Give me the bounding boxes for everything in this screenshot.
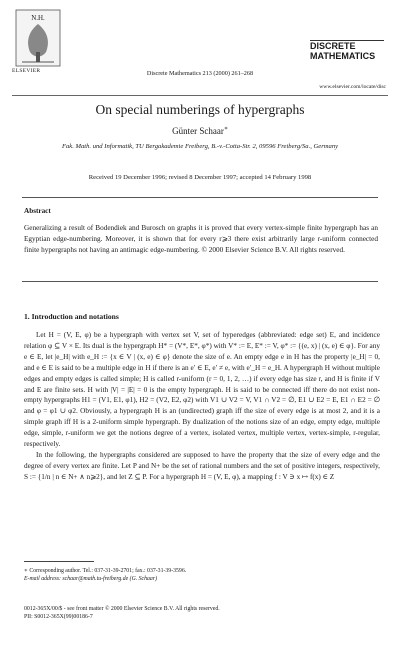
- footnote-rule: [24, 561, 94, 562]
- journal-citation: Discrete Mathematics 213 (2000) 261–268: [146, 70, 254, 77]
- author-name: Günter Schaar: [172, 126, 224, 136]
- bottom-info: [24, 605, 220, 621]
- journal-name-line-2: MATHEMATICS: [310, 51, 376, 61]
- corresponding-author-note: ∗ Corresponding author. Tel.: 037-31-39-2701; fax.: 037-31-39-3596.: [24, 568, 187, 574]
- footnotes: [24, 567, 186, 583]
- email-note: E-mail address: schaar@math.tu-freiberg.de (G. Schaar): [24, 576, 158, 582]
- section-heading: 1. Introduction and notations: [24, 312, 119, 321]
- body-text: [24, 330, 380, 483]
- abstract-heading: Abstract: [24, 207, 51, 215]
- header-divider: [12, 95, 388, 96]
- abstract-top-rule: [22, 197, 378, 198]
- copyright-line: 0012-365X/00/$ - see front matter © 2000 Elsevier Science B.V. All rights reserved.: [24, 606, 220, 612]
- abstract-text: Generalizing a result of Bodendiek and Burosch on graphs it is proved that every vertex-simple finite hypergraph has an Egyptian edge-numbering. Moreover, it is shown that for every r⩾3 there exist arbitrarily large r-uniform connected finite hypergraphs not having an antimagic edge-numbering. © 2000 Elsevier Science B.V. All rights reserved.: [24, 224, 378, 254]
- svg-text:N.H.: N.H.: [31, 14, 45, 22]
- author-line: [0, 125, 400, 136]
- journal-name: [310, 38, 384, 61]
- received-dates: Received 19 December 1996; revised 8 December 1997; accepted 14 February 1998: [88, 174, 312, 181]
- abstract-bottom-rule: [22, 281, 378, 282]
- journal-name-line-1: DISCRETE: [310, 41, 356, 51]
- author-footnote-mark: ∗: [223, 126, 228, 132]
- paper-title: On special numberings of hypergraphs: [95, 102, 305, 117]
- journal-url[interactable]: www.elsevier.com/locate/disc: [319, 84, 386, 90]
- publisher-name: ELSEVIER: [12, 68, 41, 74]
- paragraph-1: Let H = (V, E, φ) be a hypergraph with vertex set V, set of hyperedges (abbreviated: edge set) E, and incidence relation φ ⊆ V × E. Its dual is the hypergraph H* = (V*, E*, φ*) with V* := E, E* := V, φ* := {(e, x) | (x, e) ∈ φ}. For any e ∈ E, let |e_H| with e_H := {x ∈ V | (x, e) ∈ φ} denote the size of e. An empty edge e in H has the property |e_H| = 0, and e ∈ E is said to be a multiple edge in H if there is an e′ ∈ E, e′ ≠ e, with e′_H = e_H. A hypergraph H without multiple edges and empty edges is called simple; H is called r-uniform (r = 0, 1, 2, …) if every edge has size r, and H is finite if V and E are finite sets. H with |V| = |E| = 0 is the empty hypergraph. H is said to be connected iff there do not exist non-empty hypergraphs H1 = (V1, E1, φ1), H2 = (V2, E2, φ2) with V1 ∪ V2 = V, V1 ∩ V2 = ∅, E1 ∪ E2 = E, E1 ∩ E2 = ∅ and φ = φ1 ∪ φ2. Obviously, a hypergraph H is an (undirected) graph iff the size of every edge is at most 2, and it is a simple graph iff H is a 2-uniform simple hypergraph. By dualization of the notions size of an edge, empty edge, multiple edge, simple, r-uniform we get the notions degree of a vertex, isolated vertex, multiple vertex, vertex-simple, r-regular, respectively.: [24, 331, 380, 449]
- elsevier-logo: [14, 8, 62, 70]
- affiliation: Fak. Math. und Informatik, TU Bergakademie Freiberg, B.-v.-Cotta-Str. 2, 09596 Freiberg/Sa., Germany: [61, 143, 339, 150]
- pii-line: PII: S0012-365X(99)00186-7: [24, 614, 93, 620]
- paragraph-2: In the following, the hypergraphs considered are supposed to have the property that the size of every edge and the degree of every vertex are finite. Let P and N+ be the set of rational numbers and the set of positive integers, respectively, S := {1/n | n ∈ N+ ∧ n⩾2}, and let Z ⊆ P. For a hypergraph H = (V, E, φ), a mapping f : V ∋ x ↦ f(x) ∈ Z: [24, 450, 380, 481]
